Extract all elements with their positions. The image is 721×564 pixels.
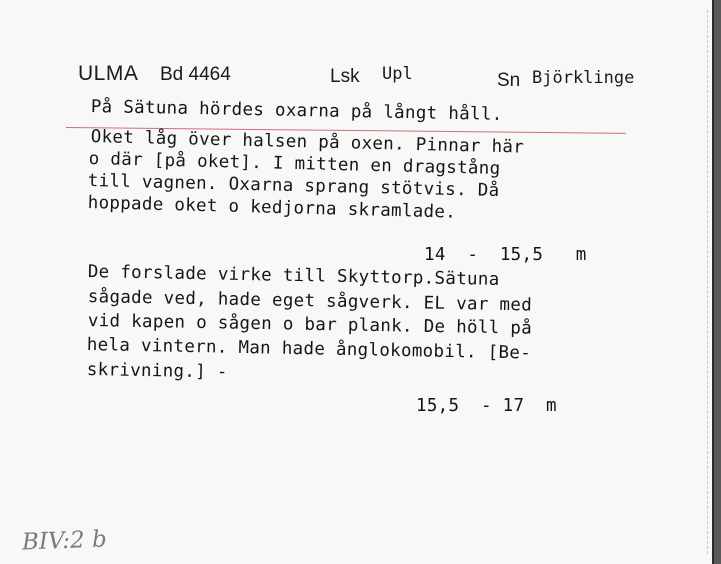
text-line: skrivning.] - — [86, 360, 228, 383]
parish-value: Björklinge — [532, 68, 635, 88]
text-line: o där [på oket]. I mitten en dragstång — [88, 149, 501, 180]
province-label: Lsk — [330, 66, 360, 87]
text-line: till vagnen. Oxarna sprang stötvis. Då — [87, 171, 500, 202]
measure-line: 15,5 - 17 m — [416, 396, 557, 416]
text-line: vid kapen o sågen o bar plank. De höll på — [87, 311, 533, 339]
catalog-mark: BIV:2 b — [21, 526, 108, 556]
archive-name: ULMA — [78, 62, 139, 85]
text-line: hela vintern. Man hade ånglokomobil. [Be- — [86, 335, 532, 364]
text-line: hoppade oket o kedjorna skramlade. — [87, 193, 457, 223]
measure-line: 14 - 15,5 m — [424, 245, 587, 265]
parish-label: Sn — [497, 70, 521, 91]
text-line: På Sätuna hördes oxarna på långt håll. — [90, 97, 503, 125]
text-line: sågade ved, hade eget sågverk. EL var med — [87, 287, 533, 316]
text-line: De forslade virke till Skyttorp.Sätuna — [87, 262, 500, 290]
province-value: Upl — [382, 64, 413, 84]
volume-number: Bd 4464 — [160, 64, 231, 85]
text-line: Oket låg över halsen på oxen. Pinnar här — [90, 127, 525, 158]
